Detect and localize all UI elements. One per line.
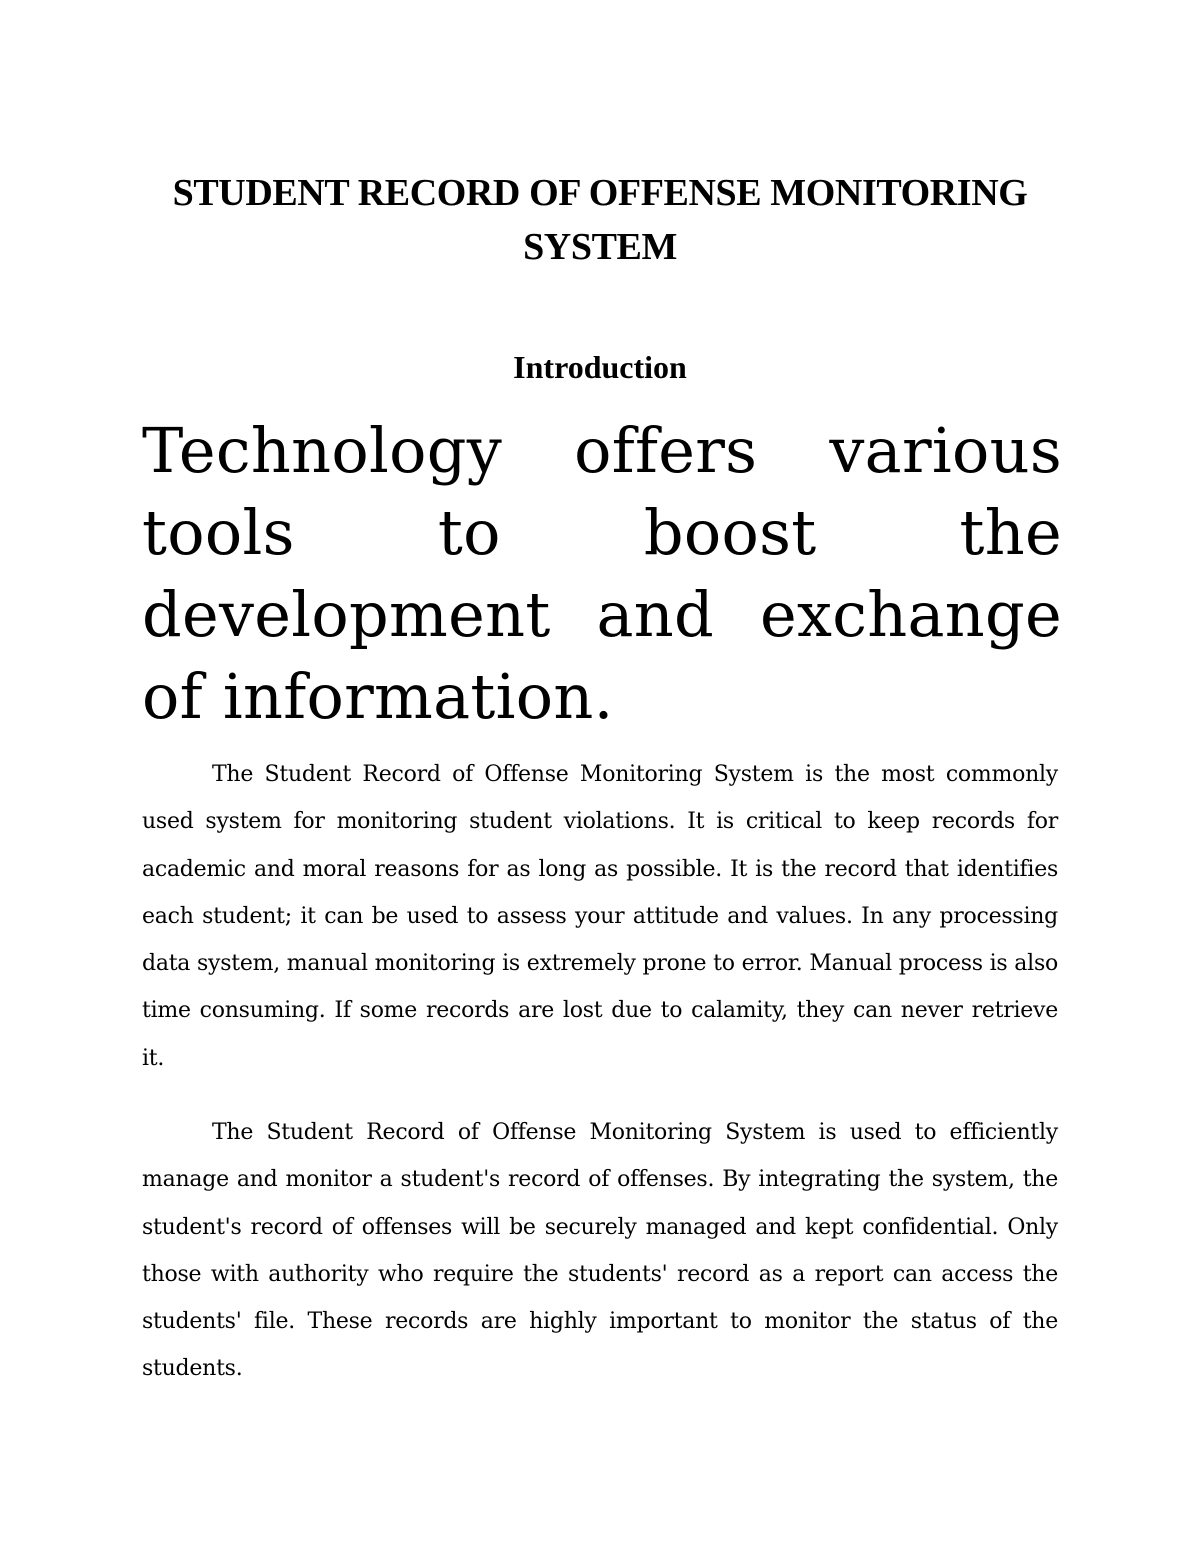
document-title: STUDENT RECORD OF OFFENSE MONITORING SYSTEM	[172, 172, 1028, 268]
lead-sentence: Technology offers various tools to boost the development and exchange of information.	[142, 414, 1062, 733]
section-heading-introduction: Introduction	[513, 349, 687, 385]
body-paragraph-1: The Student Record of Offense Monitoring System is the most commonly used system for monitoring student violations. It is critical to keep records for academic and moral reasons for as long as possible. It is the record that identifies each student; it can be used to assess your attitude and values. In any processing data system, manual monitoring is extremely prone to error. Manual process is also time consuming. If some records are lost due to calamity, they can never retrieve it.	[142, 762, 1058, 1071]
body-paragraph-2: The Student Record of Offense Monitoring System is used to efficiently manage and monitor a student's record of offenses. By integrating the system, the student's record of offenses will be securely managed and kept confidential. Only those with authority who require the students' record as a report can access the students' file. These records are highly important to monitor the status of the students.	[142, 1120, 1058, 1382]
